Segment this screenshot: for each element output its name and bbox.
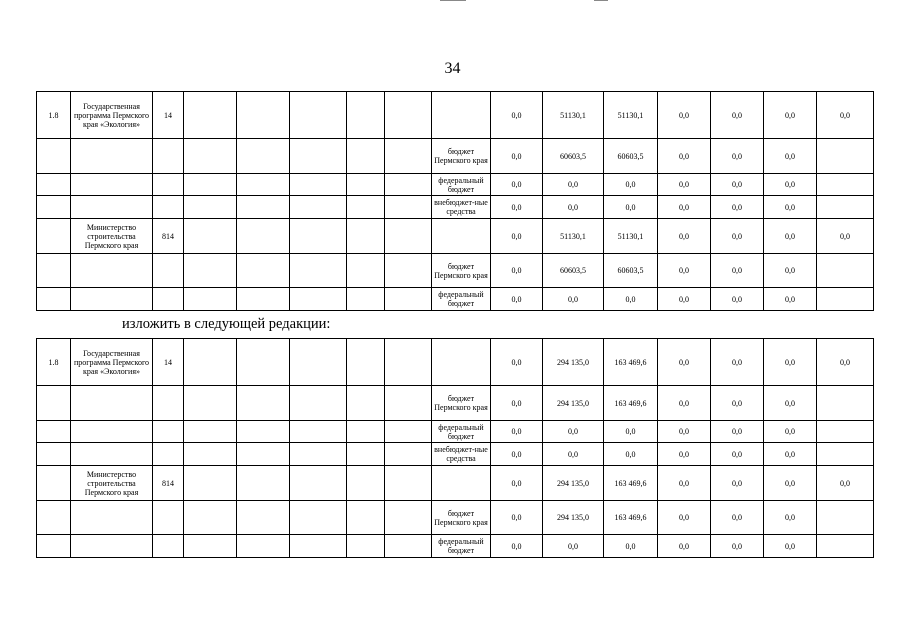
table-cell	[385, 421, 432, 443]
table-cell: 0,0	[543, 174, 604, 196]
table-cell	[153, 421, 184, 443]
table-cell: 0,0	[658, 386, 711, 421]
table-cell	[237, 288, 290, 311]
table-cell: 0,0	[764, 139, 817, 174]
table-cell: 14	[153, 339, 184, 386]
table-cell	[71, 443, 153, 466]
table-cell: 0,0	[711, 139, 764, 174]
table-cell	[237, 219, 290, 254]
table-cell	[385, 288, 432, 311]
table-cell	[184, 254, 237, 288]
table-cell: 0,0	[604, 174, 658, 196]
table-cell: 0,0	[711, 339, 764, 386]
old-table-body	[37, 92, 874, 311]
table-cell: 60603,5	[604, 139, 658, 174]
table-cell	[290, 501, 347, 535]
old-table	[36, 91, 874, 311]
table-cell	[71, 501, 153, 535]
table-cell: 0,0	[764, 443, 817, 466]
table-cell	[153, 443, 184, 466]
table-cell	[817, 196, 874, 219]
table-cell: 0,0	[817, 219, 874, 254]
table-cell	[347, 535, 385, 558]
table-cell: 0,0	[764, 196, 817, 219]
table-cell	[817, 174, 874, 196]
table-cell	[71, 535, 153, 558]
table-cell	[290, 535, 347, 558]
new-table-body	[37, 339, 874, 558]
table-row	[37, 139, 874, 174]
table-cell	[153, 139, 184, 174]
table-cell	[817, 386, 874, 421]
table-cell	[237, 421, 290, 443]
table-cell: 0,0	[491, 386, 543, 421]
table-cell	[184, 466, 237, 501]
table-cell: 0,0	[491, 219, 543, 254]
table-cell	[347, 174, 385, 196]
table-cell	[37, 254, 71, 288]
table-cell: 0,0	[658, 288, 711, 311]
table-cell: 0,0	[764, 92, 817, 139]
table-cell	[347, 196, 385, 219]
table-cell: 0,0	[764, 535, 817, 558]
table-cell	[71, 174, 153, 196]
table-cell	[290, 92, 347, 139]
table-row	[37, 196, 874, 219]
table-cell: 0,0	[764, 219, 817, 254]
table-cell	[71, 196, 153, 219]
table-cell: 0,0	[711, 501, 764, 535]
table-cell	[237, 466, 290, 501]
table-cell: 1.8	[37, 92, 71, 139]
table-cell	[71, 421, 153, 443]
table-cell	[237, 386, 290, 421]
table-cell: 0,0	[658, 139, 711, 174]
table-cell	[184, 288, 237, 311]
table-cell: 0,0	[491, 174, 543, 196]
table-cell	[37, 139, 71, 174]
table-cell: 0,0	[764, 421, 817, 443]
table-cell	[385, 535, 432, 558]
table-cell: 0,0	[491, 254, 543, 288]
table-cell: 163 469,6	[604, 386, 658, 421]
table-cell: 163 469,6	[604, 466, 658, 501]
table-cell: 0,0	[658, 92, 711, 139]
table-cell	[385, 501, 432, 535]
table-cell: бюджет Пермского края	[432, 254, 491, 288]
table-cell: 0,0	[711, 174, 764, 196]
table-cell: бюджет Пермского края	[432, 386, 491, 421]
table-cell: 60603,5	[543, 139, 604, 174]
table-cell	[37, 535, 71, 558]
table-cell: 0,0	[491, 339, 543, 386]
table-cell: 0,0	[604, 288, 658, 311]
table-cell: федеральный бюджет	[432, 535, 491, 558]
table-cell	[347, 386, 385, 421]
table-cell	[347, 466, 385, 501]
table-cell: 0,0	[711, 196, 764, 219]
table-row	[37, 386, 874, 421]
table-cell	[184, 139, 237, 174]
table-cell: Государственная программа Пермского края «Экология»	[71, 339, 153, 386]
table-row	[37, 92, 874, 139]
table-cell	[385, 443, 432, 466]
table-cell: 0,0	[604, 535, 658, 558]
caption-text: изложить в следующей редакции:	[122, 316, 331, 332]
table-cell: 0,0	[543, 196, 604, 219]
table-cell	[347, 443, 385, 466]
table-cell: 0,0	[711, 443, 764, 466]
table-cell: 0,0	[543, 535, 604, 558]
table-cell: 0,0	[658, 196, 711, 219]
table-cell	[153, 535, 184, 558]
table-cell	[153, 254, 184, 288]
table-cell	[817, 501, 874, 535]
table-cell	[347, 219, 385, 254]
table-cell	[184, 219, 237, 254]
table-cell	[71, 386, 153, 421]
table-cell	[290, 421, 347, 443]
table-cell: 0,0	[491, 139, 543, 174]
table-cell	[37, 443, 71, 466]
table-cell	[37, 174, 71, 196]
table-cell	[153, 501, 184, 535]
table-cell: 51130,1	[604, 92, 658, 139]
table-cell	[290, 219, 347, 254]
table-cell	[37, 501, 71, 535]
table-cell	[347, 139, 385, 174]
table-cell	[37, 466, 71, 501]
table-cell: 0,0	[764, 386, 817, 421]
table-cell: 0,0	[491, 501, 543, 535]
table-cell: 60603,5	[604, 254, 658, 288]
table-cell	[184, 535, 237, 558]
table-row	[37, 254, 874, 288]
table-cell: 0,0	[817, 92, 874, 139]
table-cell	[153, 288, 184, 311]
table-cell: 0,0	[711, 288, 764, 311]
table-cell: 0,0	[491, 92, 543, 139]
table-cell	[184, 421, 237, 443]
table-cell	[290, 288, 347, 311]
table-cell: федеральный бюджет	[432, 421, 491, 443]
table-row	[37, 219, 874, 254]
table-cell	[817, 254, 874, 288]
table-cell: 0,0	[711, 535, 764, 558]
table-row	[37, 174, 874, 196]
table-cell	[290, 386, 347, 421]
table-cell: 0,0	[604, 443, 658, 466]
table-cell	[432, 339, 491, 386]
table-cell	[347, 254, 385, 288]
table-cell	[237, 339, 290, 386]
table-cell	[184, 196, 237, 219]
table-cell: внебюджет-ные средства	[432, 443, 491, 466]
table-cell	[290, 466, 347, 501]
new-table	[36, 338, 874, 558]
table-cell: Министерство строительства Пермского края	[71, 466, 153, 501]
table-cell	[385, 219, 432, 254]
table-cell	[153, 174, 184, 196]
table-cell: 0,0	[491, 443, 543, 466]
table-cell	[290, 196, 347, 219]
table-cell: 0,0	[491, 535, 543, 558]
table-cell	[817, 288, 874, 311]
table-cell	[237, 92, 290, 139]
table-cell: 0,0	[491, 421, 543, 443]
table-cell	[153, 386, 184, 421]
table-cell: бюджет Пермского края	[432, 501, 491, 535]
table-cell: 294 135,0	[543, 501, 604, 535]
table-cell	[817, 535, 874, 558]
table-cell	[237, 501, 290, 535]
table-cell: 0,0	[658, 535, 711, 558]
table-cell	[432, 466, 491, 501]
table-cell: 51130,1	[604, 219, 658, 254]
table-cell	[347, 421, 385, 443]
table-cell	[184, 386, 237, 421]
table-cell	[385, 174, 432, 196]
table-cell: 51130,1	[543, 219, 604, 254]
table-cell	[290, 339, 347, 386]
table-cell: 0,0	[711, 254, 764, 288]
table-cell	[237, 196, 290, 219]
table-cell: 0,0	[764, 174, 817, 196]
table-cell	[37, 219, 71, 254]
table-cell: 60603,5	[543, 254, 604, 288]
table-cell	[237, 139, 290, 174]
table-row	[37, 443, 874, 466]
table-cell	[817, 421, 874, 443]
table-cell: 0,0	[543, 443, 604, 466]
table-cell: 0,0	[491, 288, 543, 311]
table-cell: 0,0	[817, 466, 874, 501]
table-cell	[290, 254, 347, 288]
table-cell	[37, 421, 71, 443]
table-cell: 0,0	[711, 466, 764, 501]
table-cell	[153, 196, 184, 219]
table-cell: 294 135,0	[543, 339, 604, 386]
table-cell	[347, 501, 385, 535]
table-cell	[817, 443, 874, 466]
table-cell: 0,0	[658, 254, 711, 288]
table-cell: 0,0	[711, 92, 764, 139]
table-cell	[432, 219, 491, 254]
table-cell	[290, 174, 347, 196]
table-cell: 0,0	[604, 196, 658, 219]
table-cell	[290, 443, 347, 466]
table-cell	[237, 174, 290, 196]
table-cell	[385, 254, 432, 288]
table-cell	[37, 288, 71, 311]
table-cell: 0,0	[764, 288, 817, 311]
table-cell	[184, 92, 237, 139]
table-cell: 51130,1	[543, 92, 604, 139]
table-row	[37, 501, 874, 535]
table-cell: 0,0	[764, 501, 817, 535]
table-cell	[184, 443, 237, 466]
table-cell: 814	[153, 219, 184, 254]
table-cell: внебюджет-ные средства	[432, 196, 491, 219]
table-cell: 0,0	[543, 288, 604, 311]
scan-mark-left	[440, 0, 466, 1]
table-cell: 163 469,6	[604, 501, 658, 535]
table-cell	[184, 339, 237, 386]
table-cell	[817, 139, 874, 174]
table-cell	[71, 139, 153, 174]
table-cell	[347, 339, 385, 386]
table-cell: 0,0	[764, 466, 817, 501]
table-cell	[385, 386, 432, 421]
table-cell: Государственная программа Пермского края «Экология»	[71, 92, 153, 139]
table-row	[37, 288, 874, 311]
table-cell: 0,0	[491, 466, 543, 501]
table-cell	[385, 139, 432, 174]
table-cell: 0,0	[817, 339, 874, 386]
table-cell: бюджет Пермского края	[432, 139, 491, 174]
table-cell: федеральный бюджет	[432, 288, 491, 311]
table-cell	[347, 288, 385, 311]
table-cell	[385, 196, 432, 219]
table-row	[37, 421, 874, 443]
table-cell	[184, 174, 237, 196]
table-cell	[71, 254, 153, 288]
table-cell: 163 469,6	[604, 339, 658, 386]
table-cell	[290, 139, 347, 174]
table-cell: 0,0	[764, 254, 817, 288]
table-cell: 0,0	[658, 443, 711, 466]
table-cell: 0,0	[658, 219, 711, 254]
table-cell: 294 135,0	[543, 466, 604, 501]
table-cell: 0,0	[658, 466, 711, 501]
table-cell: 0,0	[658, 339, 711, 386]
table-cell	[237, 254, 290, 288]
table-cell	[71, 288, 153, 311]
table-cell	[432, 92, 491, 139]
table-cell: 0,0	[711, 386, 764, 421]
table-cell: 0,0	[491, 196, 543, 219]
table-cell: 14	[153, 92, 184, 139]
table-cell: 0,0	[764, 339, 817, 386]
table-cell: 294 135,0	[543, 386, 604, 421]
table-cell	[237, 443, 290, 466]
table-cell: 0,0	[711, 421, 764, 443]
table-cell: 814	[153, 466, 184, 501]
page-number: 34	[444, 60, 461, 77]
table-cell: 0,0	[711, 219, 764, 254]
table-cell: 0,0	[658, 501, 711, 535]
table-cell	[37, 196, 71, 219]
table-row	[37, 466, 874, 501]
table-cell	[184, 501, 237, 535]
table-cell: 0,0	[543, 421, 604, 443]
table-cell	[385, 466, 432, 501]
scan-mark-right	[594, 0, 608, 1]
table-cell	[237, 535, 290, 558]
table-cell: 0,0	[658, 421, 711, 443]
table-row	[37, 535, 874, 558]
table-cell	[37, 386, 71, 421]
table-cell	[347, 92, 385, 139]
table-row	[37, 339, 874, 386]
table-cell: Министерство строительства Пермского края	[71, 219, 153, 254]
table-cell: федеральный бюджет	[432, 174, 491, 196]
table-cell	[385, 339, 432, 386]
table-cell: 1.8	[37, 339, 71, 386]
table-cell: 0,0	[658, 174, 711, 196]
table-cell: 0,0	[604, 421, 658, 443]
table-cell	[385, 92, 432, 139]
